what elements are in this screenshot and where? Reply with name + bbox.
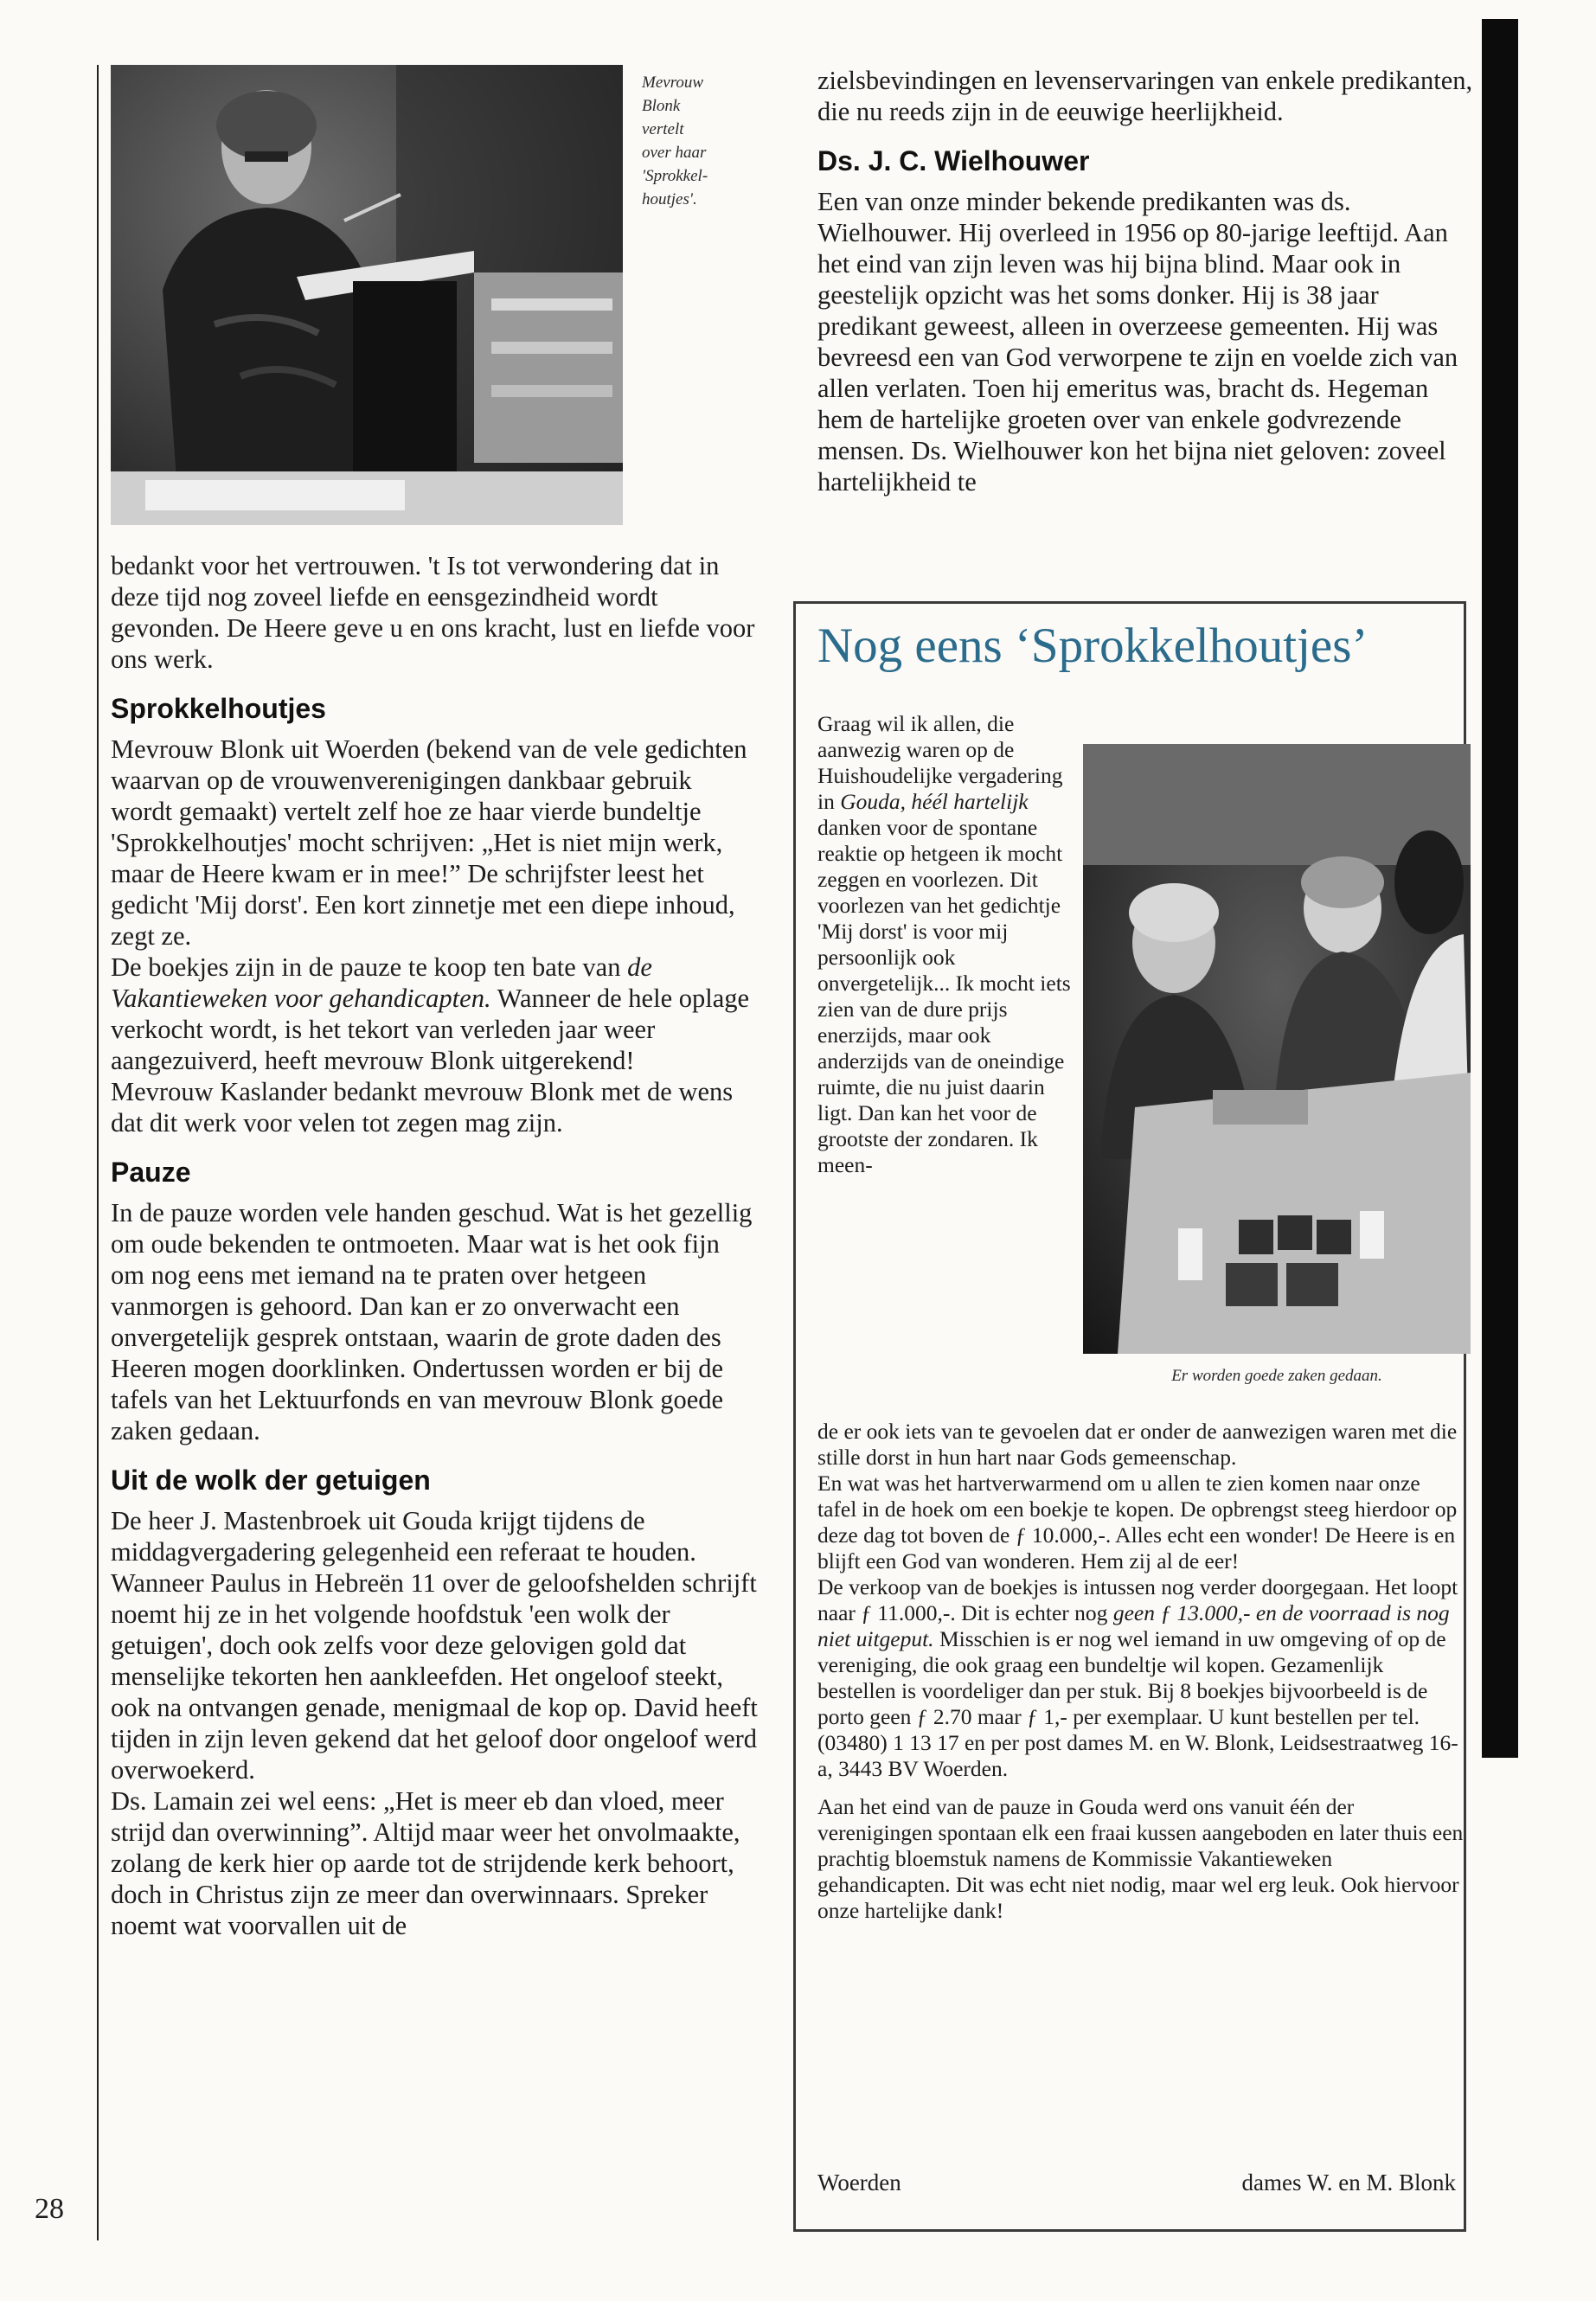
letter-signature xyxy=(817,2170,1466,2196)
pauze-paragraph: In de pauze worden vele handen geschud. Wat is het gezellig om oude bekenden te ontmoeten. Maar wat is het ook fijn om nog eens met iemand na te praten over hetgeen vanmorgen is gehoord. Dan kan er zo onverwacht een onvergetelijk gesprek ontstaan, waarin de grote daden des Heeren mogen doorklinken. Ondertussen worden er bij de tafels van het Lektuurfonds en van mevrouw Blonk goede zaken gedaan. xyxy=(111,1198,753,1445)
sprokkel-paragraph-1: Mevrouw Blonk uit Woerden (bekend van de vele gedichten waarvan op de vrouwenverenigingen dankbaar gebruik wordt gemaakt) vertelt zelf hoe ze haar vierde bundeltje 'Sprokkelhoutjes' mocht schrijven: „Het is niet mijn werk, maar de Heere kwam er in mee!” De schrijfster leest het gedicht 'Mij dorst'. Een kort zinnetje met een diepe inhoud, zegt ze. xyxy=(111,734,747,951)
heading-wolk-der-getuigen: Uit de wolk der getuigen xyxy=(111,1465,431,1496)
text-run: Graag wil ik allen, die aanwezig waren op de Huishoudelijke vergadering in xyxy=(817,711,1063,814)
photo-mevrouw-blonk xyxy=(111,65,623,525)
heading-wielhouwer: Ds. J. C. Wielhouwer xyxy=(817,145,1090,176)
heading-pauze: Pauze xyxy=(111,1157,191,1188)
right-intro-paragraph: zielsbevindingen en levenservaringen van enkele predikanten, die nu reeds zijn in de eeuwige heerlijkheid. xyxy=(817,66,1473,126)
sprokkel-paragraph-3: Mevrouw Kaslander bedankt mevrouw Blonk met de wens dat dit werk voor velen tot zegen mag zijn. xyxy=(111,1077,734,1138)
text-run: Misschien is er nog wel iemand in uw omgeving of op de vereniging, die ook graag een bundeltje wil kopen. Gezamenlijk bestellen is voordeliger dan per stuk. Bij 8 boekjes bijvoorbeeld is de porto geen ƒ 2.70 maar ƒ 1,- per exemplaar. U kunt bestellen per tel. (03480) 1 13 17 en per post dames M. en W. Blonk, Leidsestraatweg 16-a, 3443 BV Woerden. xyxy=(817,1626,1458,1781)
wolk-paragraph-1: De heer J. Mastenbroek uit Gouda krijgt tijdens de middagvergadering gelegenheid een referaat te houden. xyxy=(111,1506,696,1567)
caption-line: Mevrouw xyxy=(642,74,704,92)
text-emphasis: Gouda, héél hartelijk xyxy=(840,789,1029,814)
wielhouwer-paragraph: Een van onze minder bekende predikanten was ds. Wielhouwer. Hij overleed in 1956 op 80-jarige leeftijd. Aan het eind van zijn leven was hij bijna blind. Maar ook in geestelijk opzicht was het soms donker. Hij is 38 jaar predikant geweest, alleen in overzeese gemeenten. Hij was bevreesd een van God verworpene te zijn en voelde zich van allen verlaten. Toen hij emeritus was, bracht ds. Hegeman hem de hartelijke groeten over van enkele godvrezende mensen. Ds. Wielhouwer kon het bijna niet geloven: zoveel hartelijkheid te xyxy=(817,187,1458,497)
letter-paragraph-4: Aan het eind van de pauze in Gouda werd ons vanuit één der verenigingen spontaan elk een fraai kussen aangeboden en later thuis een prachtig bloemstuk namens de Kommissie Vakantieweken gehandicapten. Dit was echt niet nodig, maar wel erg leuk. Ook hiervoor onze hartelijke dank! xyxy=(817,1794,1464,1923)
letter-wide-text xyxy=(817,1419,1465,1924)
left-intro-paragraph: bedankt voor het vertrouwen. 't Is tot verwondering dat in deze tijd nog zoveel liefde en eensgezindheid wordt gevonden. De Heere geve u en ons kracht, lust en liefde voor ons werk. xyxy=(111,551,755,674)
photo-sales-table-caption: Er worden goede zaken gedaan. xyxy=(1171,1367,1382,1385)
letter-paragraph-1-start xyxy=(817,711,1077,1178)
wolk-paragraph-3: Ds. Lamain zei wel eens: „Het is meer eb dan vloed, meer strijd dan overwinning”. Altijd maar weer het onvolmaakte, zolang de kerk hier op aarde tot de strijdende kerk behoort, doch in Christus zijn ze meer dan overwinnaars. Spreker noemt wat voorvallen uit de xyxy=(111,1786,740,1940)
page-number: 28 xyxy=(35,2193,64,2225)
wolk-paragraph-2: Wanneer Paulus in Hebreën 11 over de geloofshelden schrijft noemt hij ze in het volgende hoofdstuk 'een wolk der getuigen', doch ook zelfs voor deze gelovigen gold dat menselijke tekorten hen aankleefden. Het ongeloof steekt, ook na ontvangen genade, menigmaal de kop op. David heeft tijden in zijn leven gekend dat het geloof door ongeloof werd overwoekerd. xyxy=(111,1568,758,1785)
signature-place: Woerden xyxy=(817,2170,901,2195)
letter-narrow-text xyxy=(817,711,1077,1178)
page-margin-rule xyxy=(97,65,99,2240)
text-emphasis: geen ƒ 13.000,- en de voorraad is nog niet uitgeput. xyxy=(817,1600,1450,1651)
text-run: danken voor de spontane reaktie op hetgeen ik mocht zeggen en voorlezen. Dit voorlezen van het gedichtje 'Mij dorst' is voor mij persoonlijk ook onvergetelijk... Ik mocht iets zien van de dure prijs enerzijds, maar ook anderzijds van de oneindige ruimte, die nu juist daarin ligt. Dan kan het voor de grootste der zondaren. Ik meen- xyxy=(817,815,1071,1177)
caption-line: houtjes'. xyxy=(642,190,697,208)
caption-line: 'Sprokkel- xyxy=(642,167,708,185)
caption-line: Blonk xyxy=(642,97,681,115)
left-column xyxy=(111,550,760,1941)
text-run: De verkoop van de boekjes is intussen nog verder doorgegaan. Het loopt naar ƒ 11.000,-. Dit is echter nog xyxy=(817,1574,1458,1625)
letter-paragraph-3 xyxy=(817,1574,1465,1782)
scan-edge-shadow xyxy=(1482,19,1518,1758)
photo-sales-table xyxy=(1083,744,1471,1354)
caption-line: over haar xyxy=(642,144,707,162)
right-column xyxy=(817,65,1473,497)
sprokkel-paragraph-2 xyxy=(111,952,760,1076)
letter-paragraph-1-end: de er ook iets van te gevoelen dat er onder de aanwezigen waren met die stille dorst in hun hart naar Gods gemeenschap. xyxy=(817,1419,1458,1470)
signature-names: dames W. en M. Blonk xyxy=(1241,2170,1456,2195)
text-emphasis: de Vakantieweken voor gehandicapten. xyxy=(111,952,652,1013)
caption-line: vertelt xyxy=(642,120,684,138)
letter-paragraph-2: En wat was het hartverwarmend om u allen te zien komen naar onze tafel in de hoek om een boekje te kopen. De opbrengst steeg hierdoor op deze dag tot boven de ƒ 10.000,-. Alles echt een wonder! De Heere is en blijft een God van wonderen. Hem zij al de eer! xyxy=(817,1471,1458,1574)
text-run: De boekjes zijn in de pauze te koop ten bate van xyxy=(111,952,628,982)
letter-box-title: Nog eens ‘Sprokkelhoutjes’ xyxy=(817,619,1368,673)
text-run: Wanneer de hele oplage verkocht wordt, is het tekort van verleden jaar weer aangezuiverd, heeft mevrouw Blonk uitgerekend! xyxy=(111,984,750,1075)
photo-mevrouw-blonk-caption xyxy=(642,71,772,211)
heading-sprokkelhoutjes: Sprokkelhoutjes xyxy=(111,693,326,724)
